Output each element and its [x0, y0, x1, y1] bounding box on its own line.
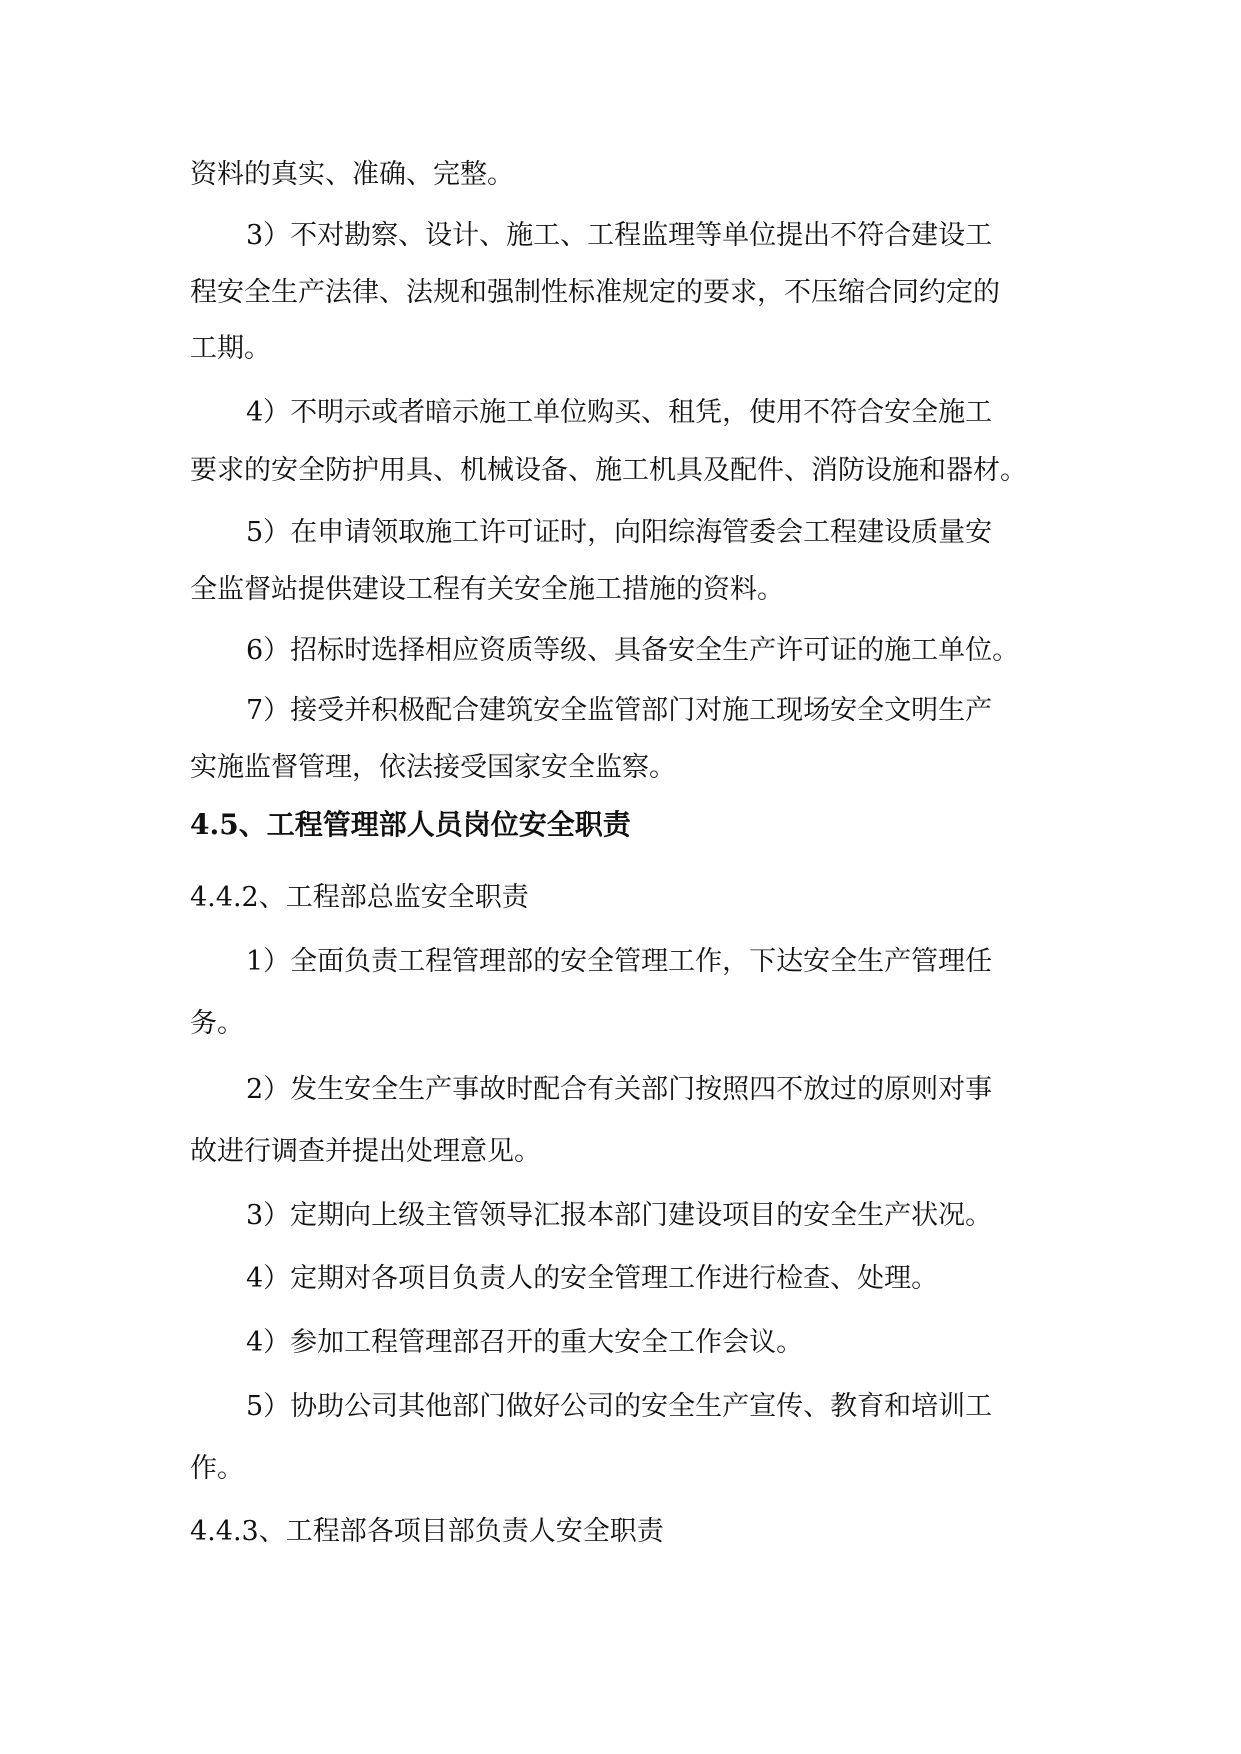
text-line: 故进行调查并提出处理意见。: [190, 1136, 541, 1167]
text-line: 3）定期向上级主管领导汇报本部门建设项目的安全生产状况。: [246, 1200, 993, 1231]
text-line: 程安全生产法律、法规和强制性标准规定的要求，不压缩合同约定的: [190, 277, 1000, 308]
text-line: 工期。: [190, 333, 271, 364]
text-line: 实施监督管理，依法接受国家安全监察。: [190, 752, 676, 783]
text-line: 4）参加工程管理部召开的重大安全工作会议。: [246, 1327, 804, 1358]
text-line: 资料的真实、准确、完整。: [190, 159, 514, 190]
text-line: 2）发生安全生产事故时配合有关部门按照四不放过的原则对事: [246, 1074, 993, 1105]
text-line: 3）不对勘察、设计、施工、工程监理等单位提出不符合建设工: [246, 220, 993, 251]
section-heading: 4.5、工程管理部人员岗位安全职责: [190, 808, 631, 841]
text-line: 4）定期对各项目负责人的安全管理工作进行检查、处理。: [246, 1263, 939, 1294]
text-line: 5）在申请领取施工许可证时，向阳综海管委会工程建设质量安: [246, 517, 993, 548]
text-line: 6）招标时选择相应资质等级、具备安全生产许可证的施工单位。: [246, 635, 1020, 666]
text-line: 4）不明示或者暗示施工单位购买、租凭，使用不符合安全施工: [246, 397, 993, 428]
text-line: 要求的安全防护用具、机械设备、施工机具及配件、消防设施和器材。: [190, 455, 1027, 486]
text-line: 全监督站提供建设工程有关安全施工措施的资料。: [190, 574, 784, 605]
text-line: 1）全面负责工程管理部的安全管理工作，下达安全生产管理任: [246, 946, 993, 977]
text-line: 务。: [190, 1008, 244, 1039]
text-line: 5）协助公司其他部门做好公司的安全生产宣传、教育和培训工: [246, 1391, 993, 1422]
text-line: 作。: [190, 1453, 244, 1484]
subsection-heading: 4.4.3、工程部各项目部负责人安全职责: [190, 1516, 664, 1547]
text-line: 7）接受并积极配合建筑安全监管部门对施工现场安全文明生产: [246, 695, 993, 726]
subsection-heading: 4.4.2、工程部总监安全职责: [190, 882, 529, 913]
